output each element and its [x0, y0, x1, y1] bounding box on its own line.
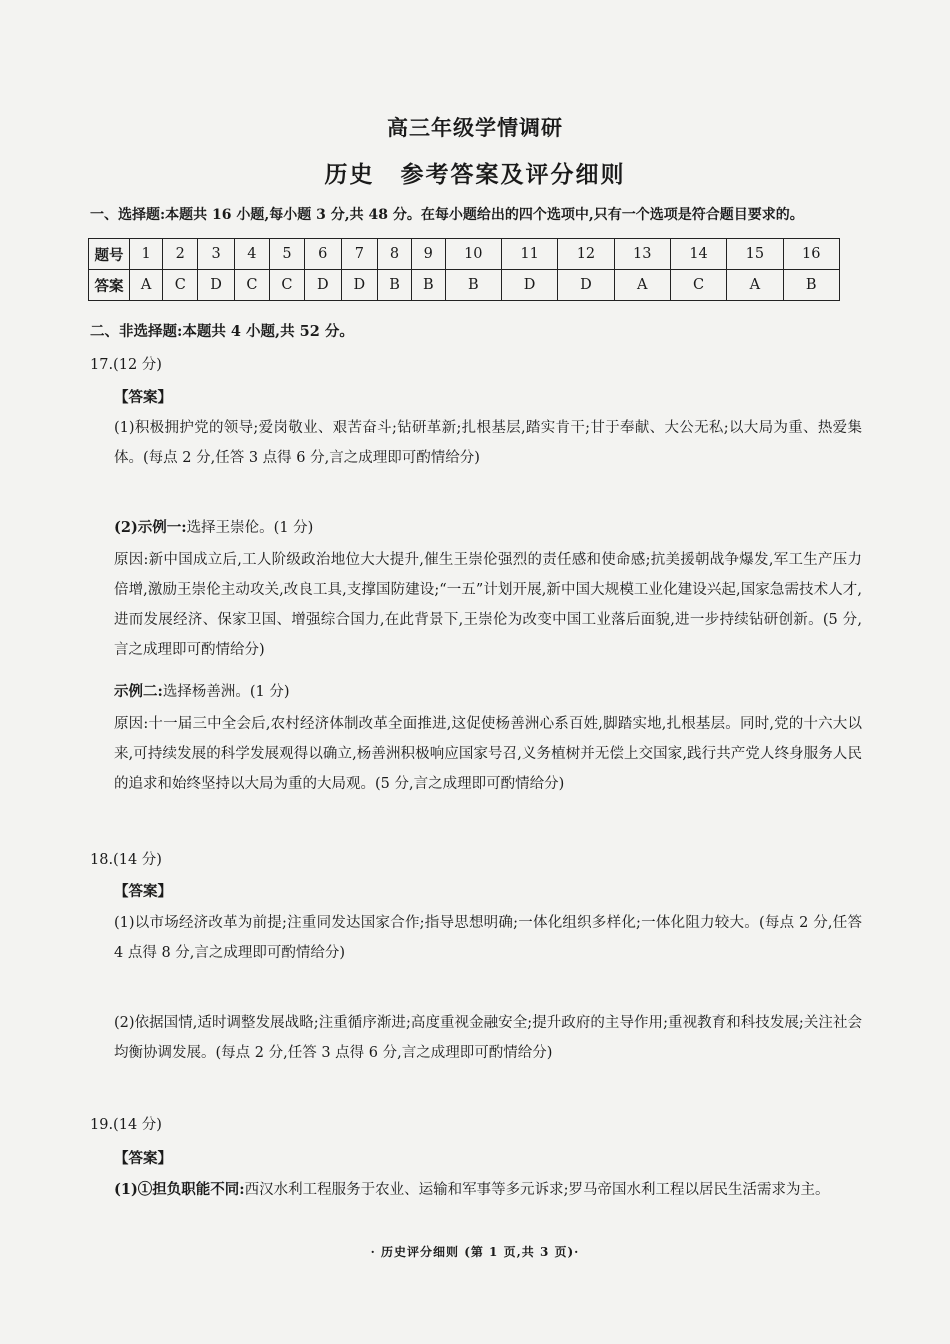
- q17-example2-choice: 选择杨善洲。(1 分): [162, 684, 290, 700]
- table-cell: D: [198, 270, 235, 301]
- table-cell: 16: [783, 239, 839, 270]
- q17-part1: (1)积极拥护党的领导;爱岗敬业、艰苦奋斗;钻研革新;扎根基层,踏实肯干;甘于奉献、大公无私;以大局为重、热爱集体。(每点 2 分,任答 3 点得 6 分,言之成理即可酌情给分): [114, 420, 862, 466]
- section1-heading: 一、选择题:本题共 16 小题,每小题 3 分,共 48 分。在每小题给出的四个选项中,只有一个选项是符合题目要求的。: [90, 207, 804, 223]
- subject-label: 历史: [324, 161, 375, 188]
- table-cell: D: [501, 270, 557, 301]
- page-subtitle: [0, 156, 950, 189]
- q17-answer-tag: 【答案】: [114, 389, 172, 406]
- table-cell: C: [670, 270, 726, 301]
- q17-example2-head: 示例二:: [114, 683, 163, 700]
- table-cell: 6: [304, 239, 341, 270]
- page-title: 高三年级学情调研: [387, 115, 563, 140]
- table-cell: 5: [269, 239, 304, 270]
- answer-table: [88, 238, 840, 301]
- table-cell: B: [378, 270, 412, 301]
- table-cell: 13: [614, 239, 670, 270]
- table-cell: D: [341, 270, 378, 301]
- table-cell: 3: [198, 239, 235, 270]
- q17-example1-choice: 选择王崇伦。(1 分): [186, 520, 314, 536]
- q19-part1: [114, 1175, 862, 1205]
- table-cell: A: [727, 270, 783, 301]
- table-cell: D: [304, 270, 341, 301]
- table-cell: C: [269, 270, 304, 301]
- table-cell: A: [130, 270, 163, 301]
- q19-title: 19.(14 分): [90, 1117, 162, 1133]
- table-cell: 12: [558, 239, 614, 270]
- page-footer: · 历史评分细则 (第 1 页,共 3 页)·: [370, 1245, 580, 1259]
- row-label-answer: 答案: [89, 270, 130, 301]
- q17-example2-reason: 原因:十一届三中全会后,农村经济体制改革全面推进,这促使杨善洲心系百姓,脚踏实地,扎根基层。同时,党的十六大以来,可持续发展的科学发展观得以确立,杨善洲积极响应国家号召,义务植树并无偿上交国家,践行共产党人终身服务人民的追求和始终坚持以大局为重的大局观。(5 分,言之成理即可酌情给分): [114, 716, 862, 792]
- table-cell: B: [411, 270, 445, 301]
- table-cell: 8: [378, 239, 412, 270]
- section2-heading: 二、非选择题:本题共 4 小题,共 52 分。: [90, 323, 354, 340]
- table-cell: 1: [130, 239, 163, 270]
- q18-title: 18.(14 分): [90, 852, 162, 868]
- table-cell: A: [614, 270, 670, 301]
- table-cell: 9: [411, 239, 445, 270]
- table-cell: 14: [670, 239, 726, 270]
- q18-part1: (1)以市场经济改革为前提;注重同发达国家合作;指导思想明确;一体化组织多样化;一体化阻力较大。(每点 2 分,任答 4 点得 8 分,言之成理即可酌情给分): [114, 915, 862, 961]
- table-cell: 4: [234, 239, 269, 270]
- table-cell: 2: [163, 239, 198, 270]
- q17-title: 17.(12 分): [90, 357, 162, 373]
- q17-example2: [114, 677, 862, 707]
- q17-example1-head: (2)示例一:: [114, 519, 187, 536]
- table-cell: 11: [501, 239, 557, 270]
- table-cell: D: [558, 270, 614, 301]
- table-cell: 15: [727, 239, 783, 270]
- subtitle-label: 参考答案及评分细则: [400, 161, 626, 188]
- q18-part2: (2)依据国情,适时调整发展战略;注重循序渐进;高度重视金融安全;提升政府的主导作用;重视教育和科技发展;关注社会均衡协调发展。(每点 2 分,任答 3 点得 6 分,言之成理即可酌情给分): [114, 1015, 862, 1061]
- q19-part1-text: 西汉水利工程服务于农业、运输和军事等多元诉求;罗马帝国水利工程以居民生活需求为主。: [244, 1182, 830, 1198]
- table-cell: C: [163, 270, 198, 301]
- q19-part1-head: (1)①担负职能不同:: [114, 1181, 245, 1198]
- table-cell: B: [783, 270, 839, 301]
- table-cell: 10: [445, 239, 501, 270]
- q17-example1-reason: 原因:新中国成立后,工人阶级政治地位大大提升,催生王崇伦强烈的责任感和使命感;抗美援朝战争爆发,军工生产压力倍增,激励王崇伦主动攻关,改良工具,支撑国防建设;“一五”计划开展,新中国大规模工业化建设兴起,国家急需技术人才,进而发展经济、保家卫国、增强综合国力,在此背景下,王崇伦为改变中国工业落后面貌,进一步持续钻研创新。(5 分,言之成理即可酌情给分): [114, 552, 862, 658]
- q19-answer-tag: 【答案】: [114, 1150, 172, 1167]
- table-cell: 7: [341, 239, 378, 270]
- table-cell: B: [445, 270, 501, 301]
- table-row-numbers: [89, 239, 840, 270]
- row-label-number: 题号: [89, 239, 130, 270]
- q17-part2: [114, 513, 862, 543]
- table-row-answers: [89, 270, 840, 301]
- table-cell: C: [234, 270, 269, 301]
- q18-answer-tag: 【答案】: [114, 883, 172, 900]
